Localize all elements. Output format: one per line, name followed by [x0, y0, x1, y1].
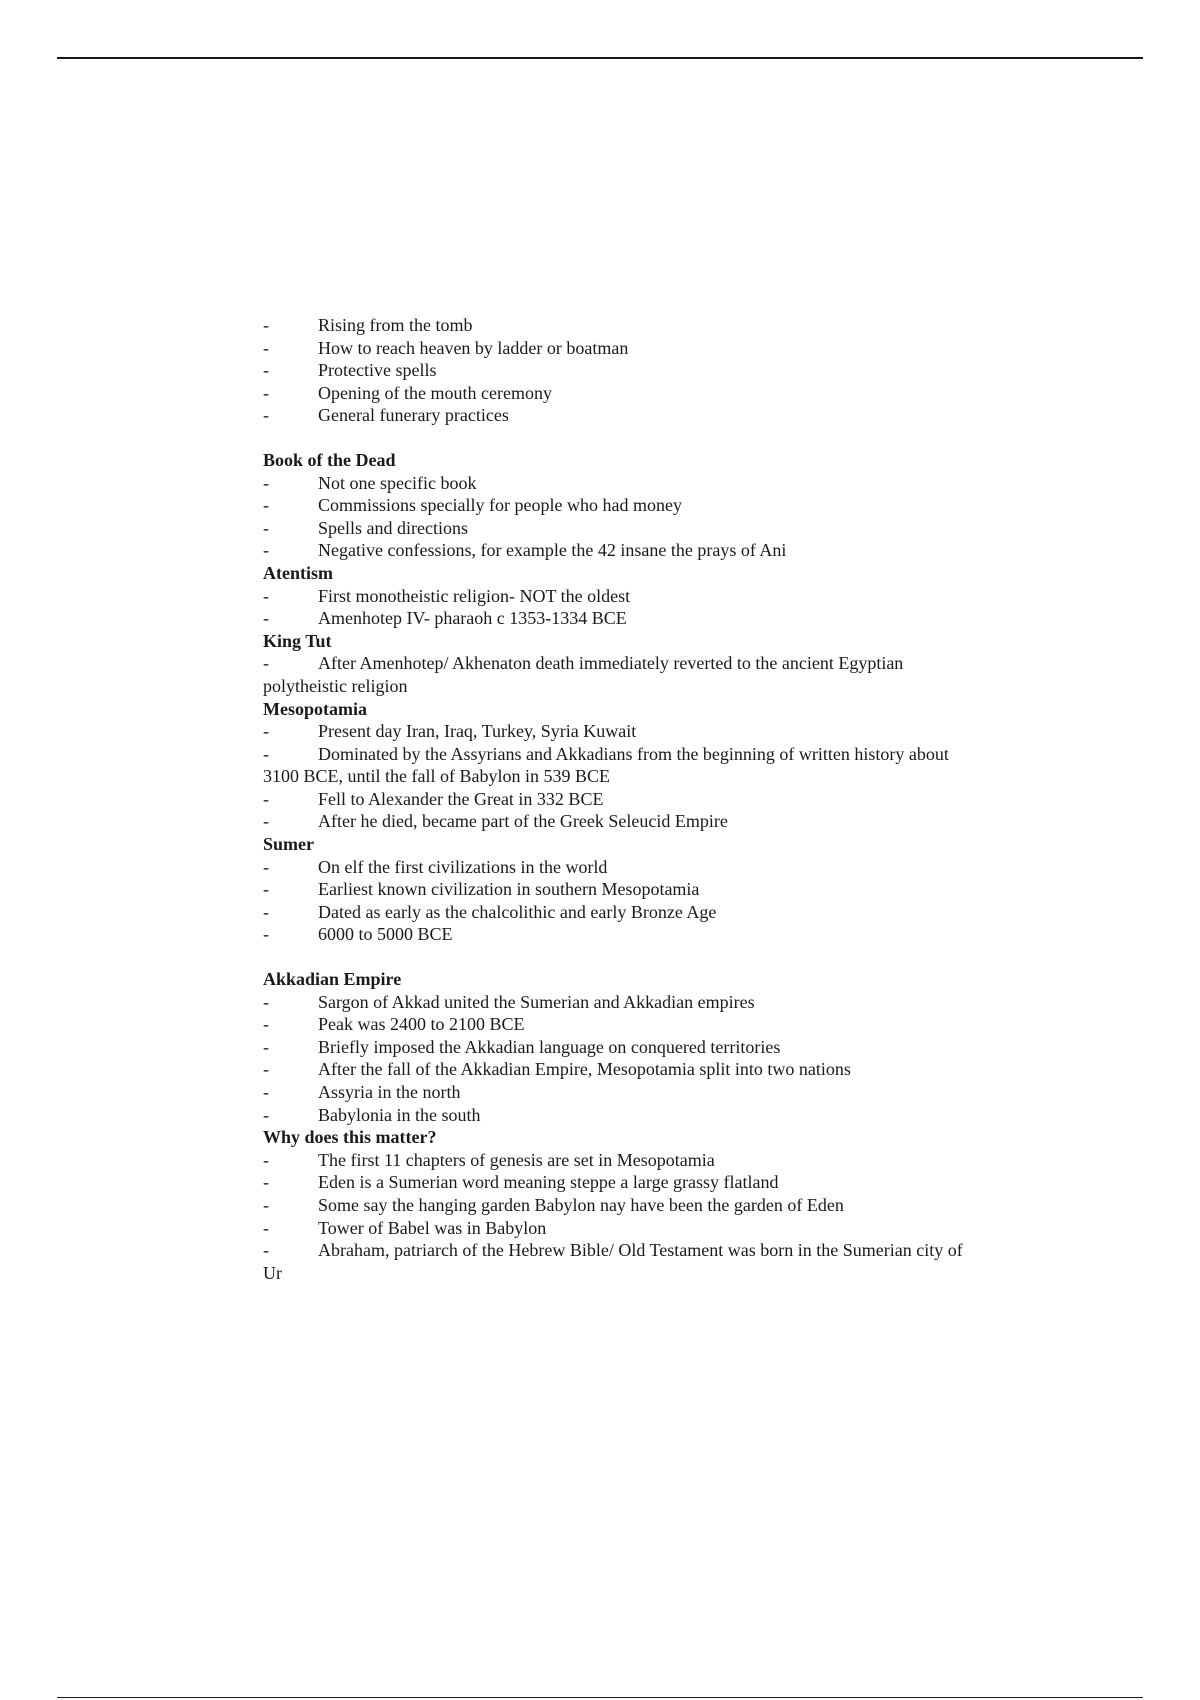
- list-item-text: On elf the first civilizations in the world: [318, 856, 608, 877]
- list-item-text: The first 11 chapters of genesis are set in Mesopotamia: [318, 1149, 715, 1170]
- bullet-dash: -: [263, 856, 269, 877]
- list-item: [263, 1013, 983, 1036]
- list-item-text: Assyria in the north: [318, 1082, 461, 1102]
- list-item-text: Spells and directions: [318, 517, 468, 538]
- bullet-list: [263, 314, 983, 427]
- list-item: [263, 1149, 983, 1172]
- list-item-text: Abraham, patriarch of the Hebrew Bible/ Old Testament was born in the Sumerian city of Ur: [263, 1240, 963, 1283]
- list-item-text: How to reach heaven by ladder or boatman: [318, 337, 629, 358]
- list-item: [263, 788, 983, 811]
- bullet-dash: -: [263, 337, 269, 358]
- bullet-list: [263, 1149, 983, 1285]
- bullet-dash: -: [263, 743, 269, 764]
- list-item: [263, 810, 983, 833]
- section-atentism: [263, 562, 983, 630]
- bullet-dash: -: [263, 811, 269, 832]
- list-item: [263, 472, 983, 495]
- bullet-dash: -: [263, 1036, 269, 1057]
- list-item: [263, 1104, 983, 1127]
- bullet-dash: -: [263, 1059, 269, 1080]
- list-item-text: Amenhotep IV- pharaoh c 1353-1334 BCE: [318, 608, 627, 629]
- list-item: [263, 585, 983, 608]
- list-item-text: Commissions specially for people who had money: [318, 495, 682, 516]
- bullet-dash: -: [263, 901, 269, 922]
- list-item: [263, 652, 983, 697]
- list-item: [263, 878, 983, 901]
- bullet-dash: -: [263, 991, 269, 1012]
- list-item-text: After he died, became part of the Greek Seleucid Empire: [318, 811, 728, 832]
- bullet-dash: -: [263, 1240, 269, 1261]
- list-item: [263, 337, 983, 360]
- list-item-text: Protective spells: [318, 360, 437, 381]
- section-heading: Atentism: [263, 562, 333, 583]
- list-item-text: After Amenhotep/ Akhenaton death immediately reverted to the ancient Egyptian polytheistic religion: [263, 653, 904, 696]
- list-item-text: Dominated by the Assyrians and Akkadians from the beginning of written history about 3100 BCE, until the fall of Babylon in 539 BCE: [263, 743, 949, 787]
- bullet-dash: -: [263, 879, 269, 900]
- bullet-dash: -: [263, 1217, 269, 1238]
- list-item: [263, 923, 983, 946]
- list-item-text: Some say the hanging garden Babylon nay have been the garden of Eden: [318, 1194, 844, 1215]
- list-item: [263, 856, 983, 879]
- bullet-list: [263, 472, 983, 562]
- list-item-text: Negative confessions, for example the 42 insane the prays of Ani: [318, 540, 787, 561]
- list-item-text: Eden is a Sumerian word meaning steppe a large grassy flatland: [318, 1172, 779, 1193]
- list-item: [263, 314, 983, 337]
- list-item: [263, 382, 983, 405]
- list-item: [263, 404, 983, 427]
- list-item-text: First monotheistic religion- NOT the oldest: [318, 585, 631, 606]
- list-item: [263, 901, 983, 924]
- bullet-dash: -: [263, 360, 269, 381]
- bullet-dash: -: [263, 315, 269, 335]
- list-item-text: Tower of Babel was in Babylon: [318, 1217, 547, 1238]
- bullet-dash: -: [263, 1194, 269, 1215]
- list-item-text: Babylonia in the south: [318, 1104, 481, 1125]
- list-item: [263, 1081, 983, 1104]
- bullet-dash: -: [263, 1172, 269, 1193]
- bottom-rule: [57, 1697, 1143, 1698]
- section-heading: King Tut: [263, 630, 332, 651]
- bullet-list: [263, 652, 983, 697]
- list-item-text: Rising from the tomb: [318, 315, 473, 335]
- list-item: [263, 1058, 983, 1081]
- bullet-dash: -: [263, 1014, 269, 1035]
- bullet-dash: -: [263, 540, 269, 561]
- section-why-does-this-matter: [263, 1126, 983, 1284]
- list-item: [263, 494, 983, 517]
- list-item-text: Opening of the mouth ceremony: [318, 382, 552, 403]
- section-book-of-the-dead: [263, 449, 983, 562]
- bullet-dash: -: [263, 1082, 269, 1102]
- bullet-dash: -: [263, 1104, 269, 1125]
- list-item-text: Earliest known civilization in southern Mesopotamia: [318, 879, 700, 900]
- list-item: [263, 743, 983, 788]
- list-item: [263, 1036, 983, 1059]
- list-item: [263, 991, 983, 1014]
- bullet-list: [263, 856, 983, 946]
- list-item-text: Sargon of Akkad united the Sumerian and Akkadian empires: [318, 991, 755, 1012]
- list-item: [263, 1217, 983, 1240]
- top-rule: [57, 57, 1143, 59]
- list-item: [263, 1171, 983, 1194]
- bullet-list: [263, 585, 983, 630]
- list-item: [263, 517, 983, 540]
- list-item-text: Present day Iran, Iraq, Turkey, Syria Kuwait: [318, 721, 637, 742]
- list-item: [263, 539, 983, 562]
- section-funerary-texts: [263, 314, 983, 427]
- list-item-text: Not one specific book: [318, 472, 477, 493]
- section-heading: Mesopotamia: [263, 698, 367, 719]
- bullet-dash: -: [263, 924, 269, 945]
- list-item-text: General funerary practices: [318, 405, 509, 426]
- list-item-text: Peak was 2400 to 2100 BCE: [318, 1014, 525, 1035]
- bullet-dash: -: [263, 517, 269, 538]
- document-body: [263, 314, 983, 1284]
- bullet-dash: -: [263, 382, 269, 403]
- list-item-text: After the fall of the Akkadian Empire, Mesopotamia split into two nations: [318, 1059, 851, 1080]
- list-item: [263, 1239, 983, 1284]
- bullet-dash: -: [263, 788, 269, 809]
- section-heading: Sumer: [263, 834, 314, 855]
- section-akkadian-empire: [263, 968, 983, 1126]
- section-mesopotamia: [263, 698, 983, 834]
- section-heading: Akkadian Empire: [263, 969, 402, 990]
- list-item: [263, 607, 983, 630]
- list-item-text: 6000 to 5000 BCE: [318, 924, 453, 945]
- section-king-tut: [263, 630, 983, 698]
- bullet-dash: -: [263, 585, 269, 606]
- bullet-dash: -: [263, 405, 269, 426]
- bullet-dash: -: [263, 721, 269, 742]
- bullet-dash: -: [263, 472, 269, 493]
- bullet-list: [263, 720, 983, 833]
- section-heading: Book of the Dead: [263, 449, 396, 470]
- bullet-dash: -: [263, 608, 269, 629]
- section-sumer: [263, 833, 983, 946]
- list-item-text: Dated as early as the chalcolithic and early Bronze Age: [318, 901, 717, 922]
- list-item: [263, 1194, 983, 1217]
- list-item: [263, 720, 983, 743]
- list-item: [263, 359, 983, 382]
- bullet-dash: -: [263, 495, 269, 516]
- list-item-text: Briefly imposed the Akkadian language on conquered territories: [318, 1036, 781, 1057]
- bullet-dash: -: [263, 653, 269, 674]
- list-item-text: Fell to Alexander the Great in 332 BCE: [318, 788, 604, 809]
- bullet-list: [263, 991, 983, 1127]
- section-heading: Why does this matter?: [263, 1127, 437, 1148]
- bullet-dash: -: [263, 1149, 269, 1170]
